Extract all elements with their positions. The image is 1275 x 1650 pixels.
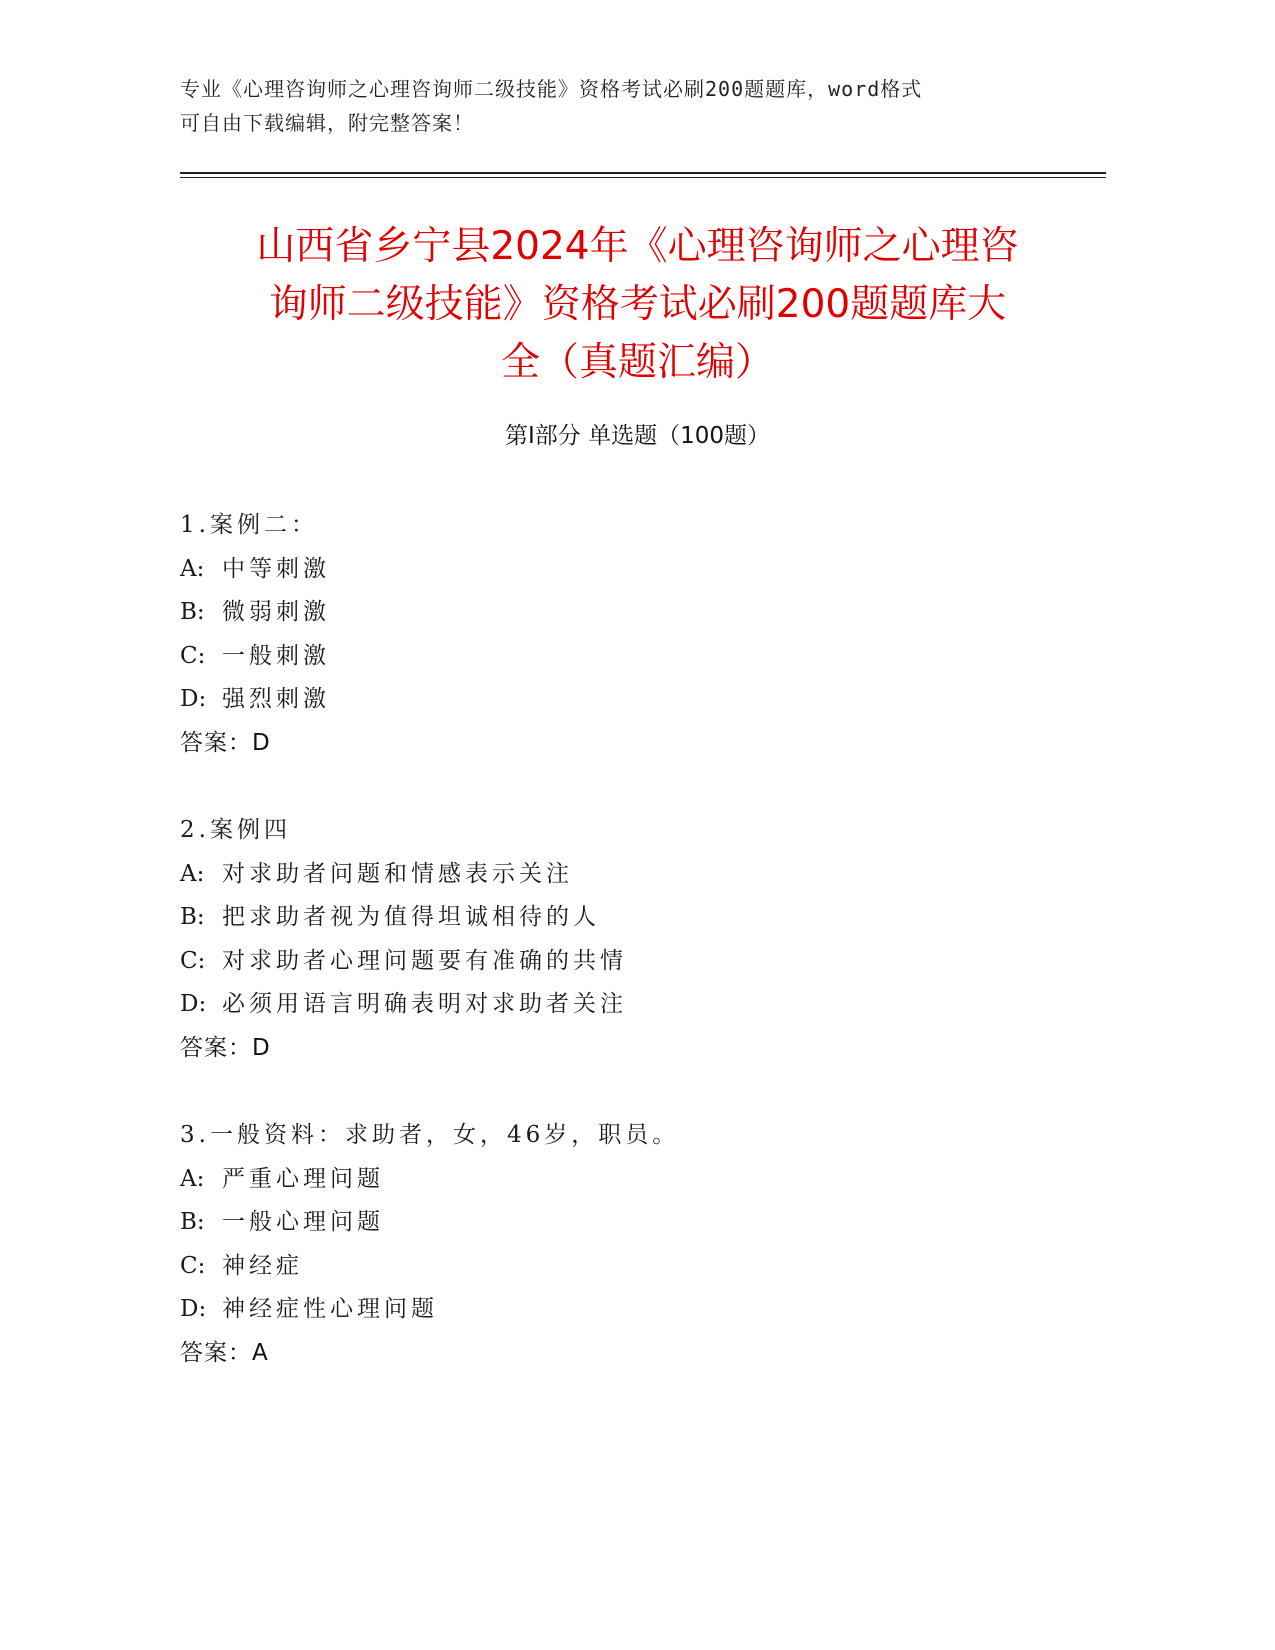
answer-label: 答案：A [180,1339,269,1366]
answer-label: 答案：D [180,729,271,756]
section-title: 第Ⅰ部分 单选题（100题） [505,423,770,449]
option-letter: D: [180,686,207,712]
option-text: 一般心理问题 [222,1209,384,1235]
option-letter: C: [180,947,206,974]
option-text: 中等刺激 [222,555,330,582]
option-c [180,635,1080,679]
option-d [180,1288,1080,1332]
option-letter: A: [180,860,205,887]
option-a [180,1158,1080,1202]
option-b [180,896,1080,940]
header-divider-thin [180,177,1106,178]
header-note-line-1: 专业《心理咨询师之心理咨询师二级技能》资格考试必刷200题题库，word格式 [180,77,923,101]
document-title-line-1: 山西省乡宁县2024年《心理咨询师之心理咨 [256,224,1019,269]
question-list [180,504,1080,1419]
option-letter: C: [180,642,206,669]
header-note [180,72,1060,140]
answer-label: 答案：D [180,1034,271,1061]
option-letter: B: [180,599,205,625]
document-title-line-2: 询师二级技能》资格考试必刷200题题库大 [268,282,1007,327]
option-b [180,591,1080,635]
document-title [160,218,1115,392]
option-letter: A: [180,1165,205,1192]
option-text: 把求助者视为值得坦诚相待的人 [222,904,600,930]
option-c [180,1245,1080,1289]
option-d [180,983,1080,1027]
question-1 [180,504,1080,765]
question-stem: 2.案例四 [180,817,291,843]
question-3 [180,1114,1080,1375]
option-a [180,548,1080,592]
document-title-line-3: 全（真题汇编） [500,340,774,385]
option-text: 必须用语言明确表明对求助者关注 [222,991,627,1017]
option-text: 微弱刺激 [222,599,330,625]
option-text: 神经症 [222,1252,303,1279]
option-letter: B: [180,904,205,930]
option-letter: B: [180,1209,205,1235]
option-d [180,678,1080,722]
option-letter: C: [180,1252,206,1279]
option-text: 神经症性心理问题 [222,1296,438,1322]
option-text: 对求助者心理问题要有准确的共情 [222,947,627,974]
option-letter: A: [180,555,205,582]
header-divider-thick [180,172,1106,174]
option-c [180,940,1080,984]
header-note-line-2: 可自由下载编辑，附完整答案！ [180,111,474,135]
option-letter: D: [180,1296,207,1322]
option-text: 对求助者问题和情感表示关注 [222,860,573,887]
option-letter: D: [180,991,207,1017]
question-stem: 1.案例二： [180,512,318,538]
option-text: 一般刺激 [222,642,330,669]
question-2 [180,809,1080,1070]
question-stem: 3.一般资料：求助者，女，46岁，职员。 [180,1122,680,1148]
option-text: 强烈刺激 [222,686,330,712]
option-text: 严重心理问题 [222,1165,384,1192]
option-b [180,1201,1080,1245]
option-a [180,853,1080,897]
